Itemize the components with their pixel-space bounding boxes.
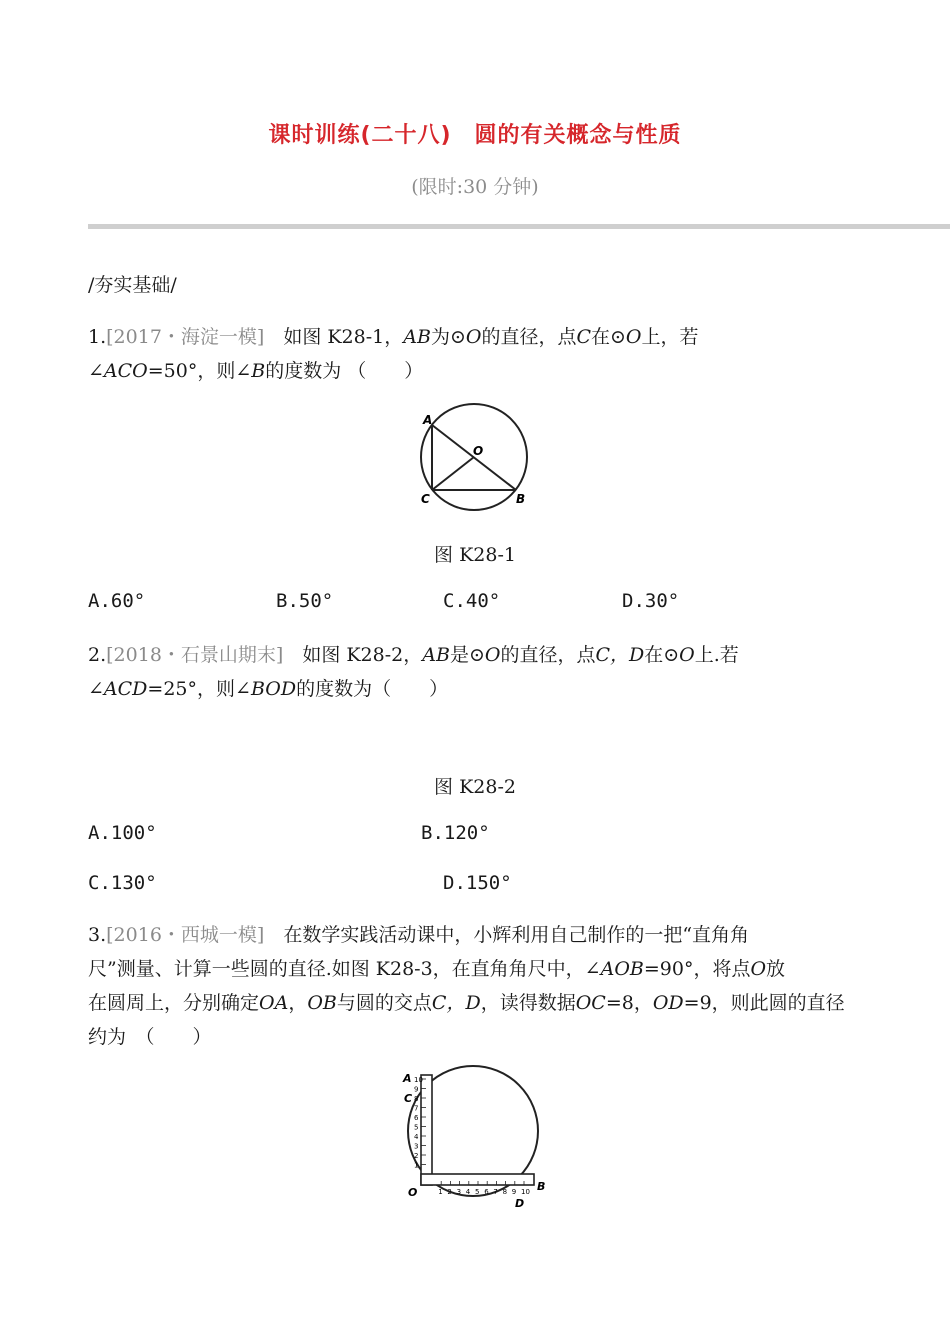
- horizontal-tick-label: 3: [456, 1188, 462, 1196]
- q3-var: AOB: [600, 958, 644, 980]
- time-limit: (限时:30 分钟): [411, 176, 539, 198]
- q2-text: 的直径，点: [500, 644, 596, 666]
- vertical-tick-label: 4: [414, 1133, 419, 1141]
- q3-source: [2016・西城一模]: [106, 924, 265, 946]
- page-title: 课时训练(二十八) 圆的有关概念与性质: [268, 123, 682, 148]
- q3-line-2: [88, 954, 785, 981]
- header-divider: [88, 224, 950, 229]
- q1-var: AB: [403, 326, 431, 348]
- q3-text: 尺”测量、计算一些圆的直径.如图 K28-3，在直角角尺中，∠: [88, 958, 601, 980]
- vertical-tick-label: 10: [414, 1076, 423, 1084]
- q2-option-a[interactable]: A.100°: [88, 822, 157, 844]
- label-c: C: [404, 1092, 413, 1105]
- q3-text: ，读得数据: [480, 992, 576, 1014]
- label-d: D: [515, 1197, 525, 1210]
- label-c: C: [421, 492, 430, 506]
- q2-var: ACD: [103, 678, 148, 700]
- label-o: O: [408, 1186, 418, 1199]
- q2-text: 如图 K28-2，: [283, 644, 423, 666]
- q2-text: 在⊙: [644, 644, 680, 666]
- q1-text: 的直径，点: [481, 326, 577, 348]
- label-a: A: [423, 413, 433, 427]
- ruler-horizontal-arm: [421, 1174, 534, 1185]
- horizontal-tick-label: 8: [502, 1188, 508, 1196]
- q2-var: C，D: [595, 644, 645, 666]
- q1-var: O: [625, 326, 642, 348]
- q1-option-c[interactable]: C.40°: [443, 590, 501, 612]
- caption-k28-1: 图 K28-1: [434, 544, 516, 566]
- label-b: B: [516, 492, 526, 506]
- q2-option-b[interactable]: B.120°: [421, 822, 490, 844]
- vertical-tick-label: 5: [414, 1123, 419, 1132]
- horizontal-tick-label: 9: [511, 1188, 517, 1196]
- q3-text: =90°，将点: [643, 958, 751, 980]
- figure-k28-1: [410, 400, 540, 515]
- q1-line-2: [88, 356, 423, 383]
- vertical-tick-label: 2: [414, 1152, 419, 1160]
- q1-text: 在⊙: [591, 326, 626, 348]
- q1-var: C: [576, 326, 591, 348]
- q3-var: OA: [259, 992, 289, 1014]
- figure-k28-3: [395, 1065, 555, 1215]
- q3-line-1: [88, 920, 749, 947]
- vertical-tick-label: 1: [414, 1161, 419, 1170]
- q1-var: B: [251, 360, 266, 382]
- q1-text: =50°，则∠: [147, 360, 252, 382]
- q2-text: 的度数为（ ）: [296, 678, 449, 700]
- q1-option-b[interactable]: B.50°: [276, 590, 334, 612]
- q2-line-1: [88, 640, 739, 667]
- q1-text: 的度数为 （ ）: [265, 360, 424, 382]
- segment-co: [432, 457, 474, 490]
- q3-line-3: [88, 988, 845, 1015]
- section-label: /夯实基础/: [88, 274, 177, 296]
- q2-line-2: [88, 674, 448, 701]
- q3-var: C，D: [431, 992, 481, 1014]
- horizontal-tick-label: 10: [521, 1188, 530, 1196]
- q3-text: 与圆的交点: [336, 992, 432, 1014]
- q2-text: =25°，则∠: [147, 678, 251, 700]
- q1-source: [2017・海淀一模]: [106, 326, 265, 348]
- q3-text: ，: [288, 992, 308, 1014]
- q3-var: OC: [575, 992, 606, 1014]
- vertical-tick-label: 3: [414, 1142, 419, 1151]
- q2-text: ∠: [88, 678, 104, 700]
- q1-var: O: [465, 326, 482, 348]
- label-b: B: [537, 1180, 546, 1193]
- q3-text: =9，则此圆的直径: [683, 992, 845, 1014]
- q3-var: O: [750, 958, 767, 980]
- q1-option-d[interactable]: D.30°: [622, 590, 680, 612]
- label-a: A: [403, 1072, 412, 1085]
- horizontal-tick-label: 5: [475, 1188, 480, 1196]
- q2-number: 2.: [88, 644, 107, 666]
- q2-option-d[interactable]: D.150°: [443, 872, 512, 894]
- horizontal-tick-label: 1: [438, 1188, 443, 1196]
- q3-text: 在数学实践活动课中，小辉利用自己制作的一把“直角角: [264, 924, 750, 946]
- horizontal-tick-label: 2: [447, 1188, 452, 1196]
- q2-source: [2018・石景山期末]: [106, 644, 284, 666]
- q3-text: =8，: [605, 992, 653, 1014]
- q1-option-a[interactable]: A.60°: [88, 590, 146, 612]
- q1-text: 为⊙: [430, 326, 466, 348]
- vertical-tick-label: 7: [414, 1104, 419, 1113]
- q2-var: AB: [422, 644, 450, 666]
- ruler-vertical-arm: [421, 1075, 432, 1185]
- q3-text: 在圆周上，分别确定: [88, 992, 260, 1014]
- q3-text: 放: [766, 958, 786, 980]
- q2-option-c[interactable]: C.130°: [88, 872, 157, 894]
- label-o: O: [473, 444, 484, 458]
- q1-text: 上，若: [641, 326, 699, 348]
- q2-text: 是⊙: [449, 644, 485, 666]
- horizontal-tick-label: 4: [465, 1188, 471, 1196]
- vertical-tick-label: 6: [414, 1114, 419, 1122]
- q2-text: 上.若: [694, 644, 739, 666]
- q1-text: 如图 K28-1，: [264, 326, 404, 348]
- q2-var: BOD: [250, 678, 297, 700]
- q1-line-1: [88, 322, 699, 349]
- q3-var: OD: [652, 992, 684, 1014]
- q1-var: ACO: [103, 360, 148, 382]
- q2-var: O: [484, 644, 501, 666]
- caption-k28-2: 图 K28-2: [434, 776, 516, 798]
- q1-number: 1.: [88, 326, 107, 348]
- vertical-tick-label: 9: [414, 1085, 419, 1094]
- horizontal-tick-label: 6: [484, 1188, 489, 1196]
- q3-number: 3.: [88, 924, 107, 946]
- q2-var: O: [679, 644, 695, 666]
- horizontal-tick-label: 7: [493, 1188, 498, 1196]
- q3-line-4: [88, 1022, 212, 1049]
- q1-text: ∠: [88, 360, 104, 382]
- q3-text: 约为 （ ）: [88, 1026, 212, 1048]
- vertical-tick-label: 8: [414, 1095, 419, 1103]
- q3-var: OB: [307, 992, 337, 1014]
